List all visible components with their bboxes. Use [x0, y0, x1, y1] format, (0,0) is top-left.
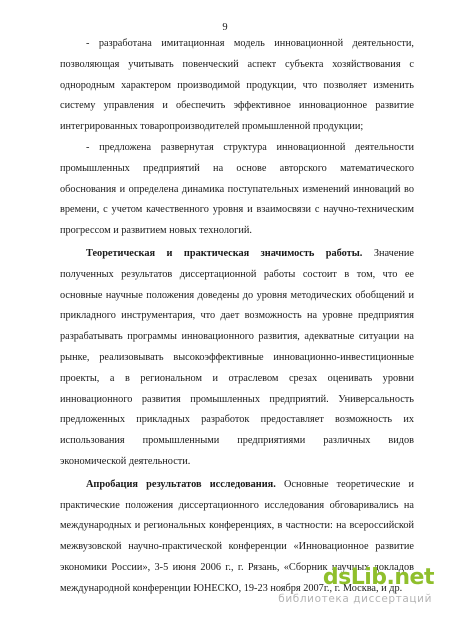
watermark-subtitle: библиотека диссертаций: [278, 593, 432, 605]
paragraph-heading: Апробация результатов исследования.: [86, 478, 276, 490]
paragraph-heading: Теоретическая и практическая значимость работы.: [86, 247, 363, 259]
paragraph-model: [60, 34, 414, 138]
paragraph-text: - разработана имитационная модель инновационной деятельности, позволяющая учитывать повенческий аспект субъекта хозяйствования с однородным характером производимой продукции, что позволяет изменить систему управления и обеспечить эффективное инновационное развитие интегрированных товаропроизводителей промышленной продукции;: [60, 38, 414, 133]
watermark: [274, 565, 434, 605]
paragraph-significance: [60, 244, 414, 473]
document-body: [60, 34, 414, 600]
watermark-logo: dsLib.net: [322, 565, 434, 590]
paragraph-structure: [60, 138, 414, 242]
paragraph-text: Значение полученных результатов диссертационной работы состоит в том, что ее основные научные положения доведены до уровня методических обобщений и прикладного инструментария, что дает возможность на уровне предприятия разрабатывать программы инновационного развития, адекватные ситуации на рынке, реализовывать высокоэффективные инновационно-инвестиционные проекты, а в региональном и отраслевом срезах оценивать уровни инновационного развития промышленных предприятий. Универсальность предложенных прикладных разработок предоставляет возможность их использования промышленными предприятиями различных видов экономической деятельности.: [60, 247, 414, 467]
page-number: 9: [222, 22, 228, 33]
paragraph-text: Основные теоретические и практические положения диссертационного исследования обговаривались на международных и региональных конференциях, в частности: на всероссийской межвузовской научно-практической конференции «Инновационное развитие экономики России», 3-5 июня 2006 г., г. Рязань, «Сборник научных докладов международной конференции ЮНЕСКО, 19-23 ноября 2007г., г. Москва, и др.: [60, 478, 414, 594]
paragraph-text: - предложена развернутая структура инновационной деятельности промышленных предприятий на основе авторского математического обоснования и определена динамика поступательных изменений инноваций во времени, с учетом качественного уровня и взаимосвязи с научно-техническим прогрессом и развитием новых технологий.: [60, 141, 414, 237]
